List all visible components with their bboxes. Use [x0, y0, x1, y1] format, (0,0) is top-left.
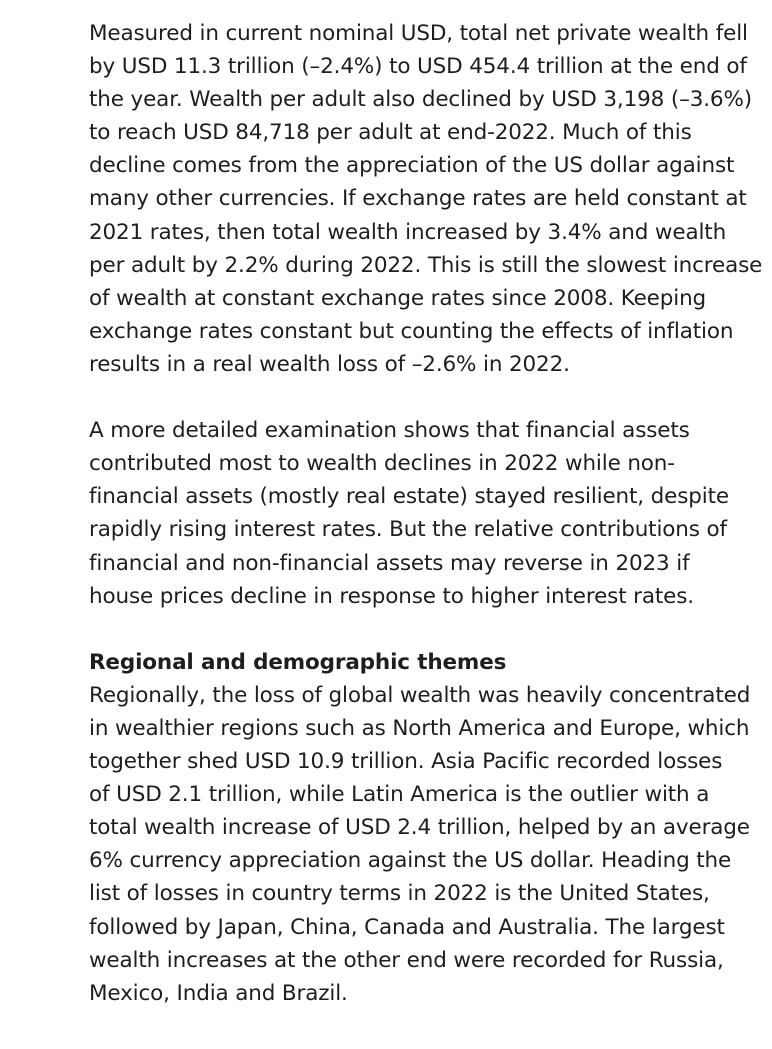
- text-line: results in a real wealth loss of –2.6% in 2022.: [89, 351, 570, 377]
- text-line: house prices decline in response to higher interest rates.: [89, 583, 694, 609]
- text-line: in wealthier regions such as North America and Europe, which: [89, 715, 750, 741]
- text-line: contributed most to wealth declines in 2022 while non-: [89, 451, 675, 477]
- text-line: of USD 2.1 trillion, while Latin America is the outlier with a: [89, 782, 710, 808]
- text-line: Mexico, India and Brazil.: [89, 980, 348, 1006]
- text-line: financial assets (mostly real estate) stayed resilient, despite: [89, 484, 729, 510]
- section-regional-themes: [89, 646, 765, 1010]
- text-line: Regionally, the loss of global wealth was heavily concentrated: [89, 682, 751, 708]
- text-line: rapidly rising interest rates. But the relative contributions of: [89, 517, 727, 543]
- text-line: of wealth at constant exchange rates since 2008. Keeping: [89, 285, 707, 311]
- section-heading: Regional and demographic themes: [89, 649, 507, 675]
- text-line: 6% currency appreciation against the US dollar. Heading the: [89, 848, 732, 874]
- text-line: followed by Japan, China, Canada and Australia. The largest: [89, 914, 725, 940]
- paragraph-asset-contributions: [89, 414, 765, 613]
- text-line: total wealth increase of USD 2.4 trillion, helped by an average: [89, 815, 750, 841]
- text-line: the year. Wealth per adult also declined by USD 3,198 (–3.6%): [89, 87, 752, 113]
- text-line: exchange rates constant but counting the effects of inflation: [89, 318, 734, 344]
- paragraph-nominal-wealth: [89, 17, 765, 381]
- text-line: to reach USD 84,718 per adult at end-2022. Much of this: [89, 120, 692, 146]
- text-line: together shed USD 10.9 trillion. Asia Pacific recorded losses: [89, 749, 723, 775]
- paragraph-spacer: [89, 613, 765, 646]
- document-page: [89, 17, 765, 1010]
- text-line: financial and non-financial assets may reverse in 2023 if: [89, 550, 690, 576]
- text-line: Measured in current nominal USD, total net private wealth fell: [89, 21, 748, 46]
- text-line: list of losses in country terms in 2022 is the United States,: [89, 881, 710, 907]
- text-line: wealth increases at the other end were recorded for Russia,: [89, 947, 724, 973]
- text-line: per adult by 2.2% during 2022. This is still the slowest increase: [89, 252, 763, 278]
- text-line: 2021 rates, then total wealth increased by 3.4% and wealth: [89, 219, 727, 245]
- text-line: many other currencies. If exchange rates are held constant at: [89, 186, 747, 212]
- paragraph-regional-losses: [89, 679, 765, 1010]
- text-line: by USD 11.3 trillion (–2.4%) to USD 454.4 trillion at the end of: [89, 54, 747, 80]
- text-line: A more detailed examination shows that financial assets: [89, 418, 690, 444]
- text-line: decline comes from the appreciation of the US dollar against: [89, 153, 735, 179]
- paragraph-spacer: [89, 381, 765, 414]
